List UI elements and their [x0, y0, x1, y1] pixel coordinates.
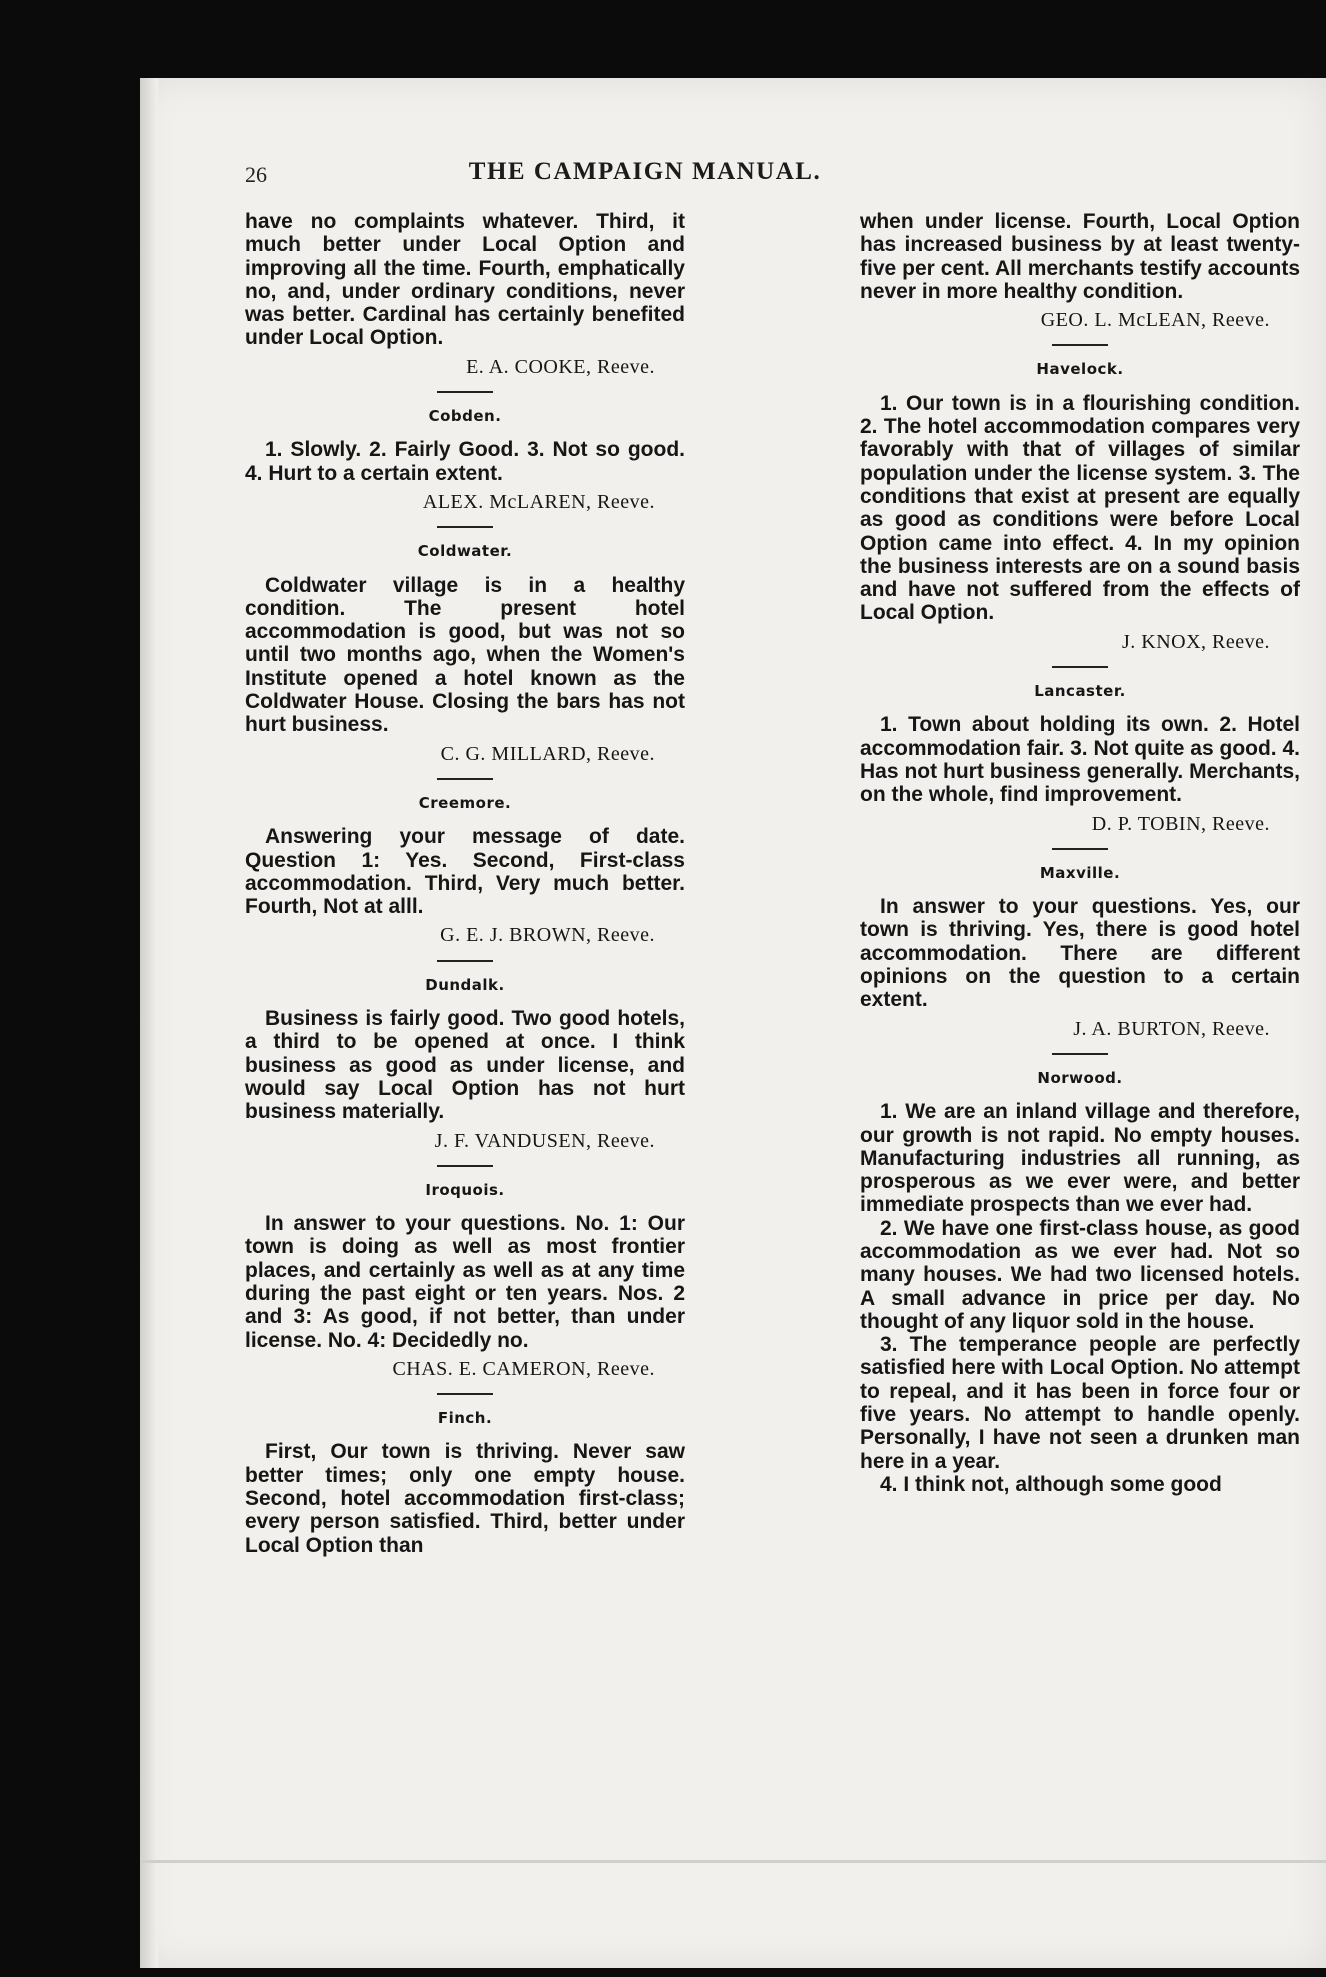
entry-paragraph: 1. We are an inland village and therefore, our growth is not rapid. No empty houses. Manufacturing industries all running, as prosperous as we ever were, and better immediate prospects than we ever had.: [860, 1100, 1300, 1217]
entry-paragraph: 2. We have one first-class house, as good accommodation as we ever had. Not so many houses. We had two licensed hotels. A small advance in price per day. No thought of any liquor sold in the house.: [860, 1216, 1300, 1333]
section-divider: [437, 778, 493, 780]
entry-paragraph: In answer to your questions. Yes, our town is thriving. Yes, there is good hotel accommodation. There are different opinions on the question to a certain extent.: [860, 895, 1300, 1012]
entry-signature: J. KNOX, Reeve.: [1121, 630, 1270, 653]
entry-signature: ALEX. McLAREN, Reeve.: [422, 490, 655, 513]
entry: [245, 960, 685, 1153]
entry-paragraph: In answer to your questions. No. 1: Our town is doing as well as most frontier places, and certainly as well as at any time during the past eight or ten years. Nos. 2 and 3: As good, if not better, than under license. No. 4: Decidedly no.: [245, 1212, 685, 1352]
entry-heading: Lancaster.: [1034, 682, 1126, 701]
entry-paragraph: 4. I think not, although some good: [880, 1472, 1222, 1496]
entry-paragraph: 1. Slowly. 2. Fairly Good. 3. Not so good. 4. Hurt to a certain extent.: [245, 438, 685, 485]
page-bottom-edge: [140, 1860, 1326, 1863]
entry-signature: J. F. VANDUSEN, Reeve.: [434, 1129, 655, 1152]
section-divider: [437, 526, 493, 528]
entry-paragraph: 1. Town about holding its own. 2. Hotel accommodation fair. 3. Not quite as good. 4. Has not hurt business generally. Merchants, on the whole, find improvement.: [860, 713, 1300, 807]
entry-signature: GEO. L. McLEAN, Reeve.: [1040, 309, 1270, 332]
entry-paragraph: when under license. Fourth, Local Option has increased business by at least twenty-five per cent. All merchants testify accounts never in more healthy condition.: [860, 210, 1300, 303]
page-header: [245, 158, 1045, 198]
entry: [245, 210, 685, 379]
entry: [860, 666, 1300, 836]
section-divider: [437, 1393, 493, 1395]
entry-heading: Norwood.: [1037, 1068, 1123, 1087]
left-column: [245, 210, 685, 1557]
entry-heading: Maxville.: [1039, 863, 1121, 882]
entry: [245, 1393, 685, 1557]
entry-signature: J. A. BURTON, Reeve.: [1073, 1017, 1270, 1040]
entry: [245, 526, 685, 766]
entry-paragraph: Answering your message of date. Question 1: Yes. Second, First-class accommodation. Third, Very much better. Fourth, Not at alll.: [245, 825, 685, 919]
entry: [860, 210, 1300, 332]
entry: [860, 344, 1300, 654]
page-number: 26: [245, 162, 267, 187]
entry-paragraph: 1. Our town is in a flourishing condition. 2. The hotel accommodation compares very favorably with that of villages of similar population under the license system. 3. The conditions that exist at present are equally as good as conditions were before Local Option came into effect. 4. In my opinion the business interests are on a sound basis and have not suffered from the effects of Local Option.: [860, 391, 1300, 625]
section-divider: [437, 391, 493, 393]
entry-signature: E. A. COOKE, Reeve.: [466, 355, 655, 378]
running-title: THE CAMPAIGN MANUAL.: [468, 158, 822, 185]
entry-heading: Cobden.: [428, 407, 502, 426]
entry-heading: Dundalk.: [425, 975, 505, 994]
entry-heading: Creemore.: [418, 793, 512, 812]
entry: [860, 1053, 1300, 1496]
section-divider: [1052, 1053, 1108, 1055]
entry: [245, 391, 685, 514]
right-column: [860, 210, 1300, 1496]
entry-heading: Havelock.: [1036, 360, 1124, 379]
section-divider: [437, 1165, 493, 1167]
entry-signature: G. E. J. BROWN, Reeve.: [440, 924, 655, 947]
entry-paragraph: have no complaints whatever. Third, it much better under Local Option and improving all the time. Fourth, emphatically no, and, under ordinary conditions, never was better. Cardinal has certainly benefited under Local Option.: [245, 210, 685, 350]
entry-paragraph: 3. The temperance people are perfectly satisfied here with Local Option. No attempt to repeal, and it has been in force four or five years. No attempt to handle openly. Personally, I have not seen a drunken man here in a year.: [860, 1333, 1300, 1473]
entry-paragraph: First, Our town is thriving. Never saw better times; only one empty house. Second, hotel accommodation first-class; every person satisfied. Third, better under Local Option than: [245, 1440, 685, 1557]
entry-paragraph: Business is fairly good. Two good hotels, a third to be opened at once. I think business as good as under license, and would say Local Option has not hurt business materially.: [245, 1007, 685, 1124]
entry-paragraph: Coldwater village is in a healthy condition. The present hotel accommodation is good, but was not so until two months ago, when the Women's Institute opened a hotel known as the Coldwater House. Closing the bars has not hurt business.: [245, 573, 685, 737]
entry-signature: D. P. TOBIN, Reeve.: [1091, 812, 1270, 835]
entry-heading: Coldwater.: [417, 542, 513, 561]
section-divider: [1052, 344, 1108, 346]
section-divider: [437, 960, 493, 962]
entry: [245, 778, 685, 948]
entry-heading: Finch.: [437, 1409, 493, 1428]
section-divider: [1052, 848, 1108, 850]
entry-signature: CHAS. E. CAMERON, Reeve.: [392, 1357, 655, 1380]
entry: [860, 848, 1300, 1041]
entry-heading: Iroquois.: [425, 1180, 505, 1199]
entry-signature: C. G. MILLARD, Reeve.: [440, 742, 655, 765]
section-divider: [1052, 666, 1108, 668]
entry: [245, 1165, 685, 1381]
